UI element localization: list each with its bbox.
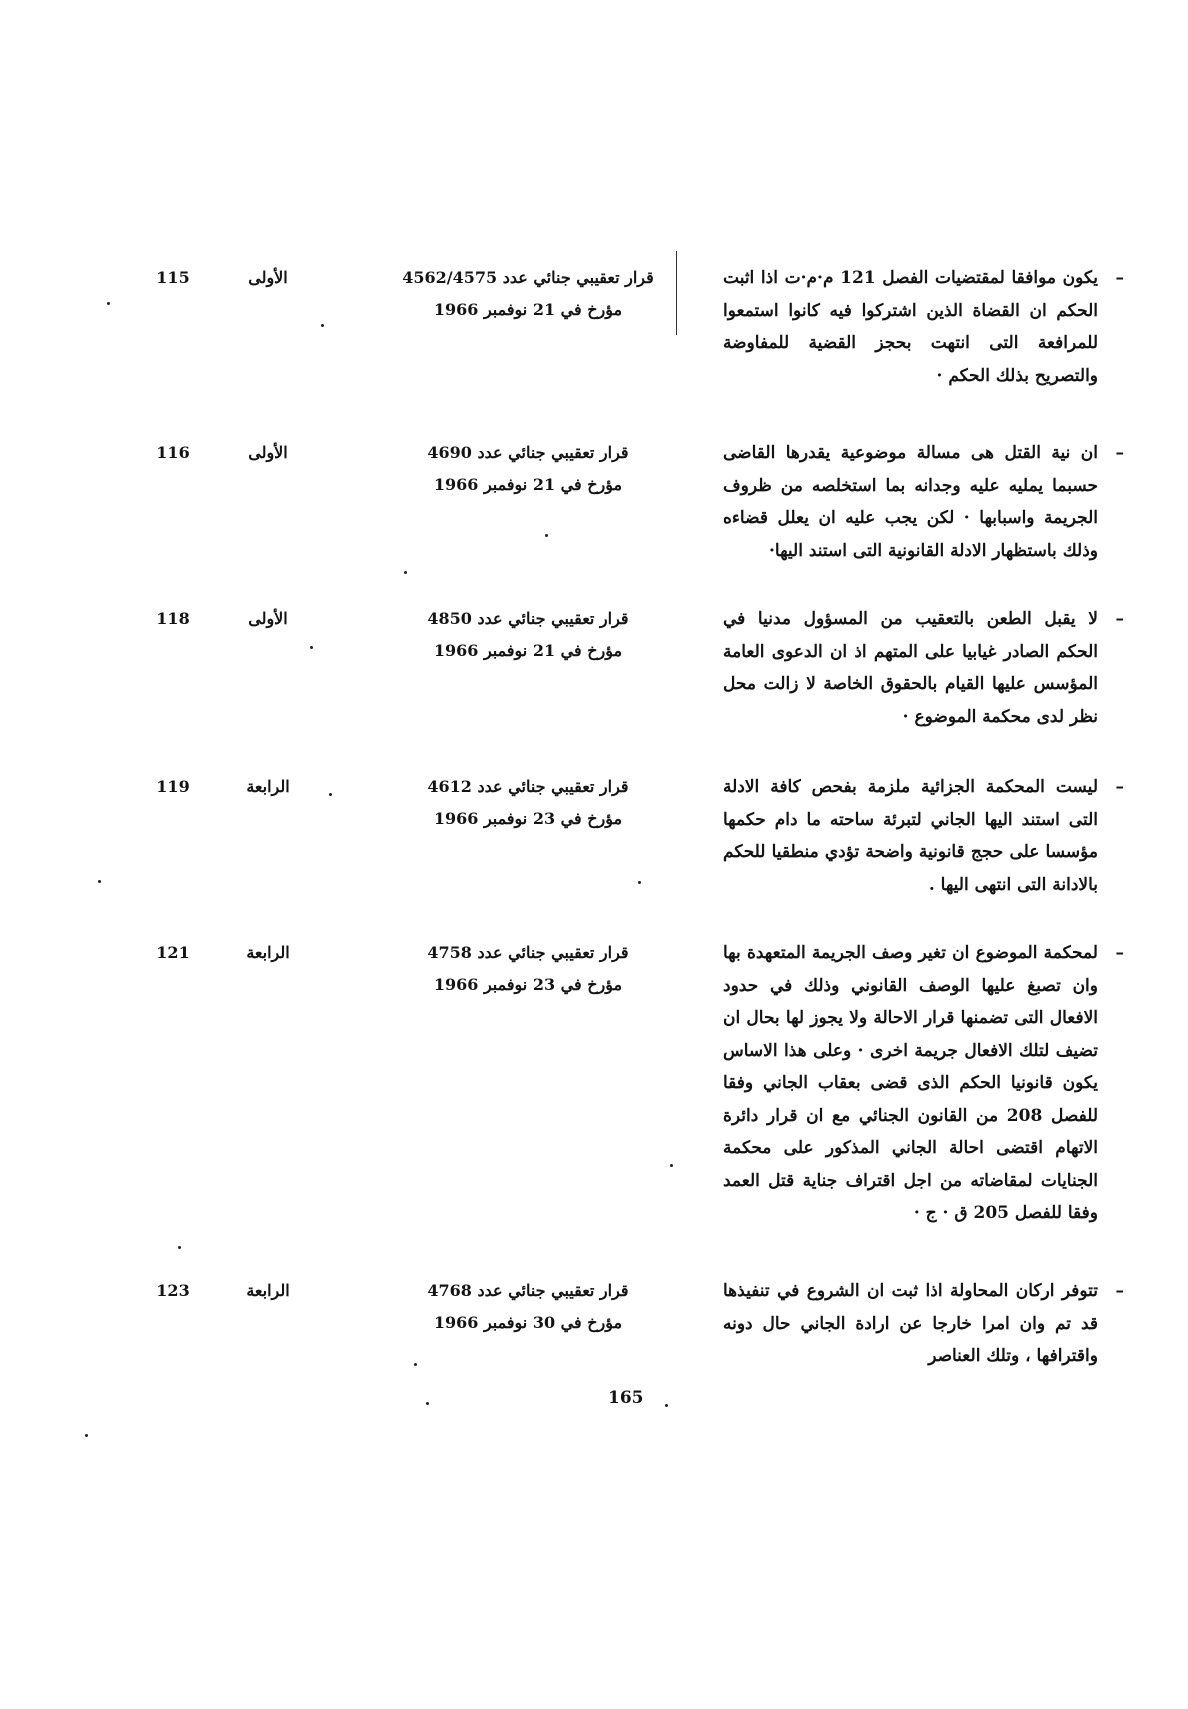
decision-reference bbox=[368, 771, 688, 835]
entry-summary: – يكون موافقا لمقتضيات الفصل 121 م·م·ت اذا اثبت الحكم ان القضاة الذين اشتركوا فيه كانوا استمعوا للمرافعة التى انتهت بحجز القضية للمفاوضة والتصريح بذلك الحكم · bbox=[723, 262, 1098, 392]
entry-number: 115 bbox=[156, 268, 190, 287]
scan-speck bbox=[665, 1404, 668, 1407]
entry-number: 121 bbox=[156, 943, 190, 962]
scan-speck bbox=[414, 1363, 417, 1366]
scan-speck bbox=[85, 1434, 88, 1437]
chamber-label: الأولى bbox=[248, 443, 288, 462]
scan-speck bbox=[426, 1402, 429, 1405]
decision-date-line: مؤرخ في 21 نوفمبر 1966 bbox=[433, 475, 623, 494]
decision-reference bbox=[368, 1275, 688, 1339]
scan-speck bbox=[98, 880, 101, 883]
scan-speck bbox=[310, 646, 313, 649]
page-number: 165 bbox=[608, 1388, 644, 1408]
scan-speck bbox=[545, 534, 548, 537]
scan-speck bbox=[329, 793, 332, 796]
entry-number: 118 bbox=[156, 609, 190, 628]
decision-date-line: مؤرخ في 23 نوفمبر 1966 bbox=[433, 975, 623, 994]
chamber-label: الرابعة bbox=[246, 943, 290, 962]
scan-speck bbox=[638, 881, 641, 884]
chamber-label: الأولى bbox=[248, 609, 288, 628]
scan-mark-line bbox=[676, 251, 677, 335]
entry-summary: – لا يقبل الطعن بالتعقيب من المسؤول مدنيا في الحكم الصادر غيابيا على المتهم اذ ان الدعوى العامة المؤسس عليها القيام بالحقوق الخاصة لا زالت محل نظر لدى محكمة الموضوع · bbox=[723, 603, 1098, 733]
decision-number-line: قرار تعقيبي جنائي عدد 4690 bbox=[427, 443, 629, 462]
decision-number-line: قرار تعقيبي جنائي عدد 4562/4575 bbox=[402, 268, 654, 287]
chamber-label: الرابعة bbox=[246, 777, 290, 796]
scan-speck bbox=[404, 571, 407, 574]
decision-number-line: قرار تعقيبي جنائي عدد 4850 bbox=[427, 609, 629, 628]
scan-speck bbox=[321, 324, 324, 327]
decision-date-line: مؤرخ في 21 نوفمبر 1966 bbox=[433, 641, 623, 660]
decision-number-line: قرار تعقيبي جنائي عدد 4768 bbox=[427, 1281, 629, 1300]
entry-summary: – ان نية القتل هى مسالة موضوعية يقدرها القاضى حسبما يمليه عليه وجدانه بما استخلصه من ظروف الجريمة واسبابها · لكن يجب عليه ان يعلل قضاءه وذلك باستظهار الادلة القانونية التى استند اليها· bbox=[723, 437, 1098, 567]
decision-number-line: قرار تعقيبي جنائي عدد 4612 bbox=[427, 777, 629, 796]
entry-number: 116 bbox=[156, 443, 190, 462]
entry-number: 119 bbox=[156, 777, 190, 796]
decision-date-line: مؤرخ في 30 نوفمبر 1966 bbox=[433, 1313, 623, 1332]
entry-summary: – تتوفر اركان المحاولة اذا ثبت ان الشروع في تنفيذها قد تم وان امرا خارجا عن ارادة الجاني حال دونه واقترافها ، وتلك العناصر bbox=[723, 1275, 1098, 1373]
decision-reference bbox=[368, 262, 688, 326]
entry-number: 123 bbox=[156, 1281, 190, 1300]
decision-date-line: مؤرخ في 21 نوفمبر 1966 bbox=[433, 300, 623, 319]
chamber-label: الرابعة bbox=[246, 1281, 290, 1300]
decision-reference bbox=[368, 437, 688, 501]
decision-reference bbox=[368, 603, 688, 667]
scan-speck bbox=[670, 1164, 673, 1167]
entry-summary: – ليست المحكمة الجزائية ملزمة بفحص كافة الادلة التى استند اليها الجاني لتبرئة ساحته ما دام حكمها مؤسسا على حجج قانونية واضحة تؤدي منطقيا للحكم بالادانة التى انتهى اليها . bbox=[723, 771, 1098, 901]
scan-speck bbox=[178, 1246, 181, 1249]
entry-summary: – لمحكمة الموضوع ان تغير وصف الجريمة المتعهدة بها وان تصبغ عليها الوصف القانوني وذلك في حدود الافعال التى تضمنها قرار الاحالة ولا يجوز لها بحال ان تضيف لتلك الافعال جريمة اخرى · وعلى هذا الاساس يكون قانونيا الحكم الذى قضى بعقاب الجاني وفقا للفصل 208 من القانون الجنائي مع ان قرار دائرة الاتهام اقتضى احالة الجاني المذكور على محكمة الجنايات لمقاضاته من اجل اقتراف جناية قتل العمد وفقا للفصل 205 ق · ج · bbox=[723, 937, 1098, 1230]
scan-speck bbox=[107, 302, 110, 305]
chamber-label: الأولى bbox=[248, 268, 288, 287]
decision-date-line: مؤرخ في 23 نوفمبر 1966 bbox=[433, 809, 623, 828]
decision-number-line: قرار تعقيبي جنائي عدد 4758 bbox=[427, 943, 629, 962]
decision-reference bbox=[368, 937, 688, 1001]
